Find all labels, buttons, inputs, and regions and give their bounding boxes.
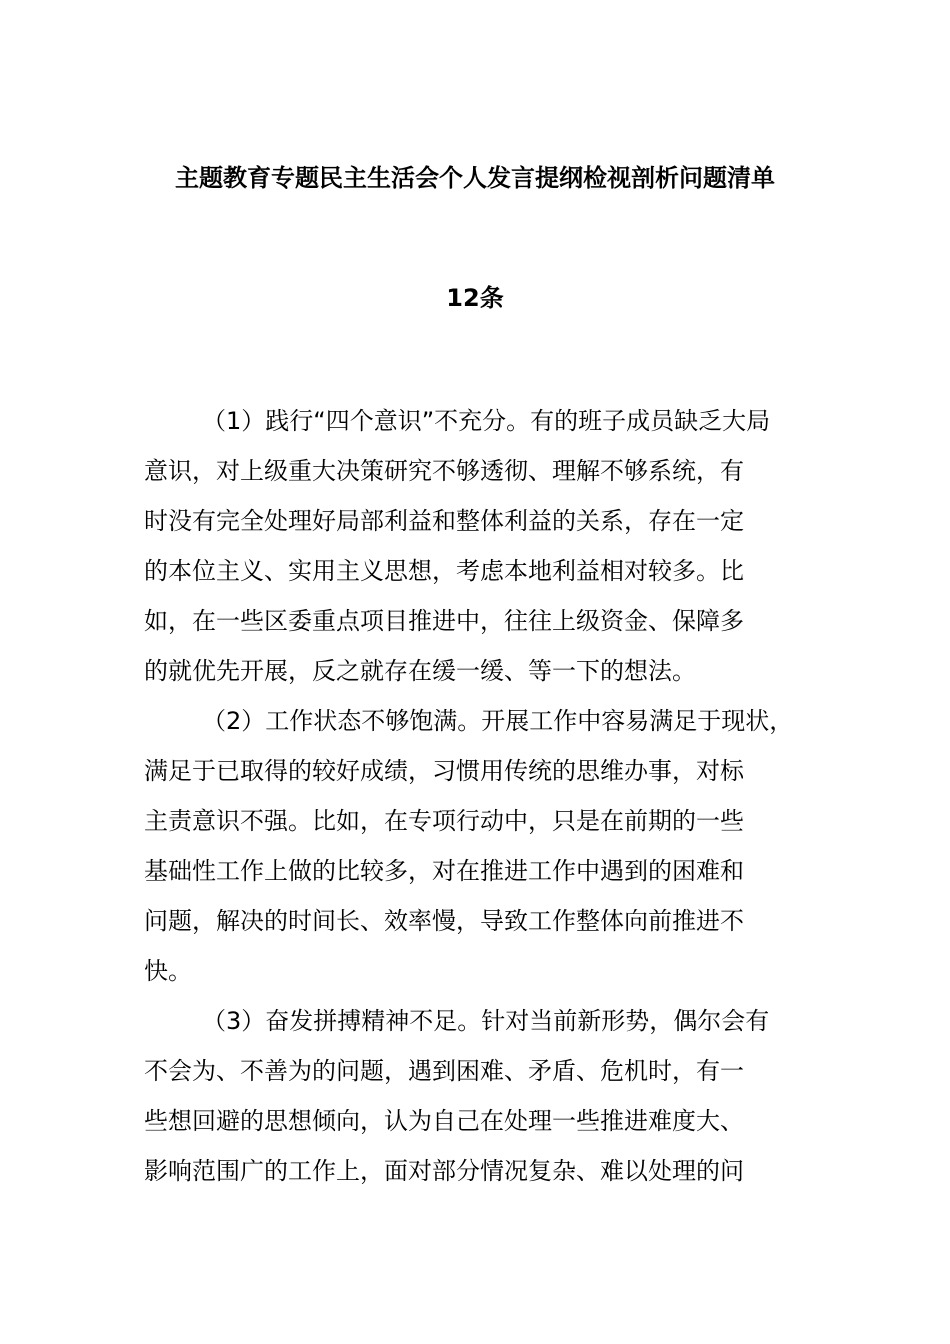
paragraph-1-line-4: 的本位主义、实用主义思想，考虑本地利益相对较多。比 — [144, 557, 744, 585]
paragraph-2-line-1: （2）工作状态不够饱满。开展工作中容易满足于现状， — [202, 707, 794, 735]
paragraph-1-line-3: 时没有完全处理好局部利益和整体利益的关系，存在一定 — [144, 507, 744, 535]
paragraph-3-line-1: （3）奋发拼搏精神不足。针对当前新形势，偶尔会有 — [202, 1007, 770, 1035]
paragraph-3-line-4: 影响范围广的工作上，面对部分情况复杂、难以处理的问 — [144, 1157, 744, 1185]
paragraph-2-line-5: 问题，解决的时间长、效率慢，导致工作整体向前推进不 — [144, 907, 744, 935]
paragraph-2-line-4: 基础性工作上做的比较多，对在推进工作中遇到的困难和 — [144, 857, 744, 885]
paragraph-2-line-3: 主责意识不强。比如，在专项行动中，只是在前期的一些 — [144, 807, 744, 835]
paragraph-2-line-6: 快。 — [144, 957, 192, 985]
paragraph-1-line-1: （1）践行“四个意识”不充分。有的班子成员缺乏大局 — [202, 407, 771, 435]
paragraph-1-line-5: 如，在一些区委重点项目推进中，往往上级资金、保障多 — [144, 607, 744, 635]
document-subtitle: 12条 — [446, 284, 504, 312]
paragraph-3-line-3: 些想回避的思想倾向，认为自己在处理一些推进难度大、 — [144, 1107, 744, 1135]
paragraph-3-line-2: 不会为、不善为的问题，遇到困难、矛盾、危机时，有一 — [144, 1057, 744, 1085]
paragraph-2-line-2: 满足于已取得的较好成绩，习惯用传统的思维办事，对标 — [144, 757, 744, 785]
document-title: 主题教育专题民主生活会个人发言提纲检视剖析问题清单 — [175, 164, 775, 192]
paragraph-1-line-6: 的就优先开展，反之就存在缓一缓、等一下的想法。 — [144, 657, 696, 685]
paragraph-1-line-2: 意识，对上级重大决策研究不够透彻、理解不够系统，有 — [144, 457, 744, 485]
